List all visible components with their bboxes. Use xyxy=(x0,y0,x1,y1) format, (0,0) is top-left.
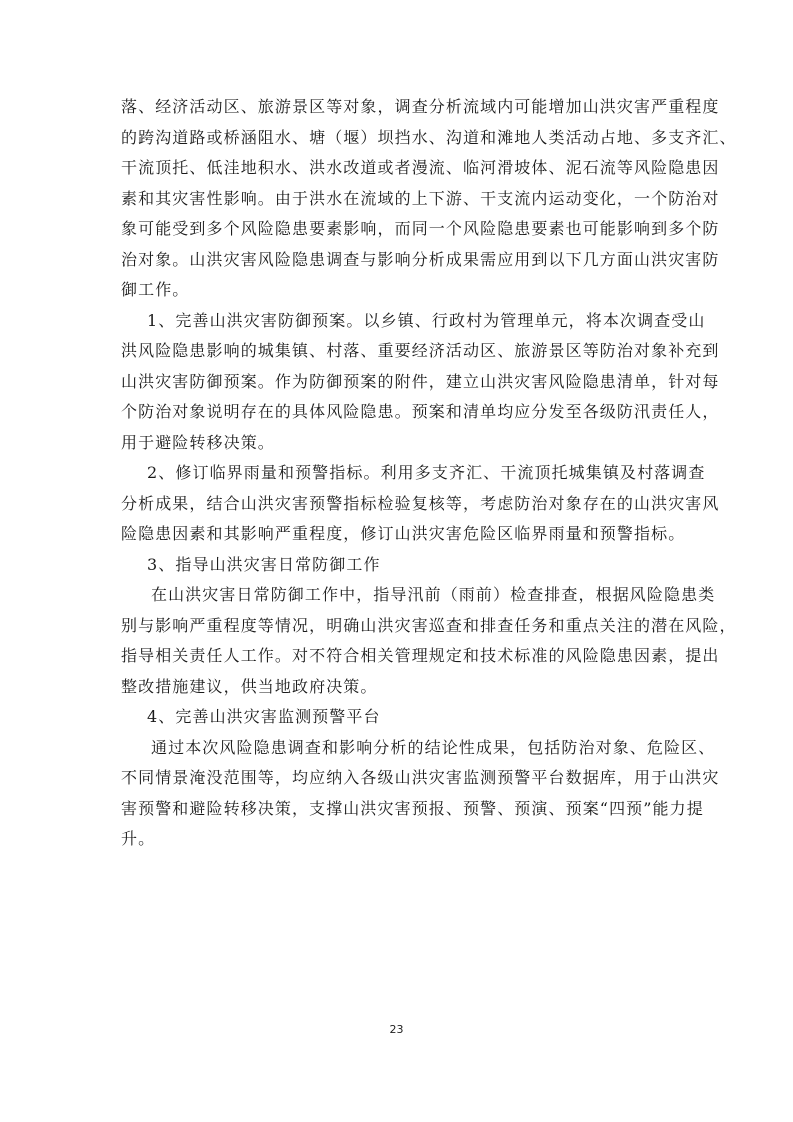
text-line: 山洪灾害防御预案。作为防御预案的附件，建立山洪灾害风险隐患清单，针对每 xyxy=(121,371,720,391)
text-line: 个防治对象说明存在的具体风险隐患。预案和清单均应分发至各级防汛责任人， xyxy=(121,402,720,421)
section-1-heading: 1、完善山洪灾害防御预案。以乡镇、行政村为管理单元，将本次调查受山 xyxy=(147,310,706,330)
text-line: 用于避险转移决策。 xyxy=(121,432,275,452)
text-line: 指导相关责任人工作。对不符合相关管理规定和技术标准的风险隐患因素，提出 xyxy=(121,646,720,665)
section-3-heading: 3、指导山洪灾害日常防御工作 xyxy=(147,554,381,574)
text-line: 整改措施建议，供当地政府决策。 xyxy=(121,676,378,696)
text-line: 在山洪灾害日常防御工作中，指导汛前（雨前）检查排查，根据风险隐患类 xyxy=(151,585,716,604)
text-line: 别与影响严重程度等情况，明确山洪灾害巡查和排查任务和重点关注的潜在风险， xyxy=(121,615,737,635)
text-line: 险隐患因素和其影响严重程度，修订山洪灾害危险区临界雨量和预警指标。 xyxy=(121,524,686,543)
page-number: 23 xyxy=(389,1023,404,1036)
text-line: 素和其灾害性影响。由于洪水在流域的上下游、干支流内运动变化，一个防治对 xyxy=(121,188,720,208)
section-2-heading: 2、修订临界雨量和预警指标。利用多支齐汇、干流顶托城集镇及村落调查 xyxy=(147,463,706,482)
text-line: 御工作。 xyxy=(121,280,190,299)
text-line: 象可能受到多个风险隐患要素影响，而同一个风险隐患要素也可能影响到多个防 xyxy=(121,219,720,238)
body-text xyxy=(121,92,737,855)
text-line: 干流顶托、低洼地积水、洪水改道或者漫流、临河滑坡体、泥石流等风险隐患因 xyxy=(121,158,720,177)
text-line: 治对象。山洪灾害风险隐患调查与影响分析成果需应用到以下几方面山洪灾害防 xyxy=(121,249,720,269)
text-line: 的跨沟道路或桥涵阻水、塘（堰）坝挡水、沟道和滩地人类活动占地、多支齐汇、 xyxy=(121,127,737,147)
text-line: 落、经济活动区、旅游景区等对象，调查分析流域内可能增加山洪灾害严重程度 xyxy=(121,97,720,116)
text-line: 升。 xyxy=(121,829,156,848)
text-line: 通过本次风险隐患调查和影响分析的结论性成果，包括防治对象、危险区、 xyxy=(151,737,716,757)
text-line: 分析成果，结合山洪灾害预警指标检验复核等，考虑防治对象存在的山洪灾害风 xyxy=(121,493,720,513)
text-line: 不同情景淹没范围等，均应纳入各级山洪灾害监测预警平台数据库，用于山洪灾 xyxy=(121,768,720,787)
text-line: 害预警和避险转移决策，支撑山洪灾害预报、预警、预演、预案“四预”能力提 xyxy=(121,798,704,818)
text-line: 洪风险隐患影响的城集镇、村落、重要经济活动区、旅游景区等防治对象补充到 xyxy=(121,341,720,360)
section-4-heading: 4、完善山洪灾害监测预警平台 xyxy=(147,707,381,726)
